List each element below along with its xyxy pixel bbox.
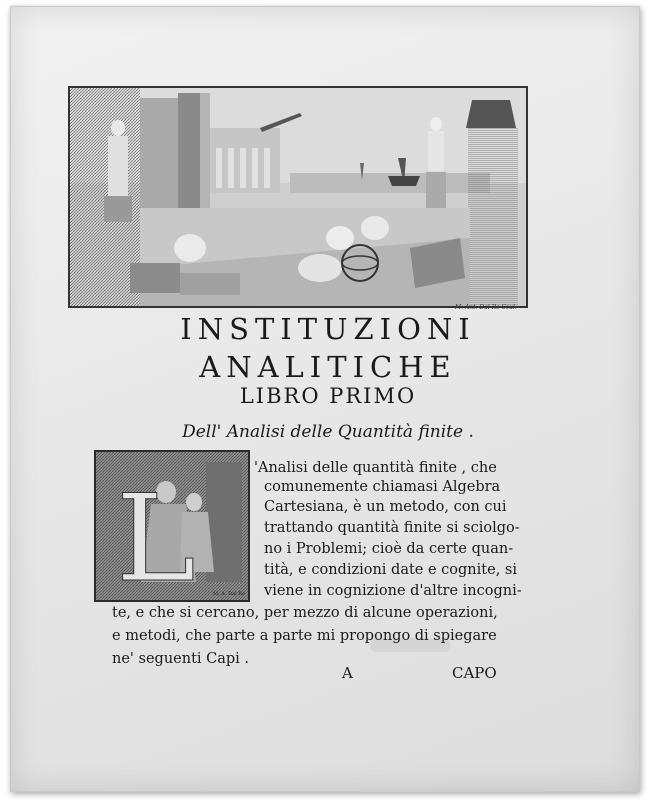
body-line-4: trattando quantità finite si sciolgo- — [264, 520, 520, 536]
body-line-10: ne' seguenti Capi . — [112, 651, 250, 667]
body-line-8: te, e che si cercano, per mezzo di alcune operazioni, — [112, 605, 498, 621]
body-line-9: e metodi, che parte a parte mi propongo di spiegare — [112, 628, 497, 644]
engraver-signature: M. Ant. Dal Re Scul. — [455, 304, 517, 311]
body-line-6: tità, e condizioni date e cognite, si — [264, 562, 517, 578]
body-line-2: comunemente chiamasi Algebra — [264, 479, 501, 495]
bleed-through-stain — [370, 638, 450, 652]
title-line-2: ANALITICHE — [199, 350, 457, 384]
title-line-3: LIBRO PRIMO — [239, 384, 417, 408]
body-line-7: viene in cognizione d'altre incogni- — [264, 583, 522, 599]
chapter-subtitle: Dell' Analisi delle Quantità finite . — [182, 422, 474, 442]
engraving-illustration — [70, 88, 526, 306]
decorated-initial — [94, 450, 250, 602]
initial-illustration — [96, 452, 248, 600]
title-line-1: INSTITUZIONI — [180, 312, 476, 346]
body-line-3: Cartesiana, è un metodo, con cui — [264, 499, 507, 515]
initial-letter: L — [116, 470, 196, 600]
body-line-1: 'Analisi delle quantità finite , che — [254, 460, 497, 476]
catchword: CAPO — [452, 664, 497, 682]
body-line-5: no i Problemi; cioè da certe quan- — [264, 541, 514, 557]
signature-mark: A — [342, 664, 353, 682]
headpiece-engraving — [68, 86, 528, 308]
initial-signature: M. A. Dal Re — [213, 591, 245, 597]
